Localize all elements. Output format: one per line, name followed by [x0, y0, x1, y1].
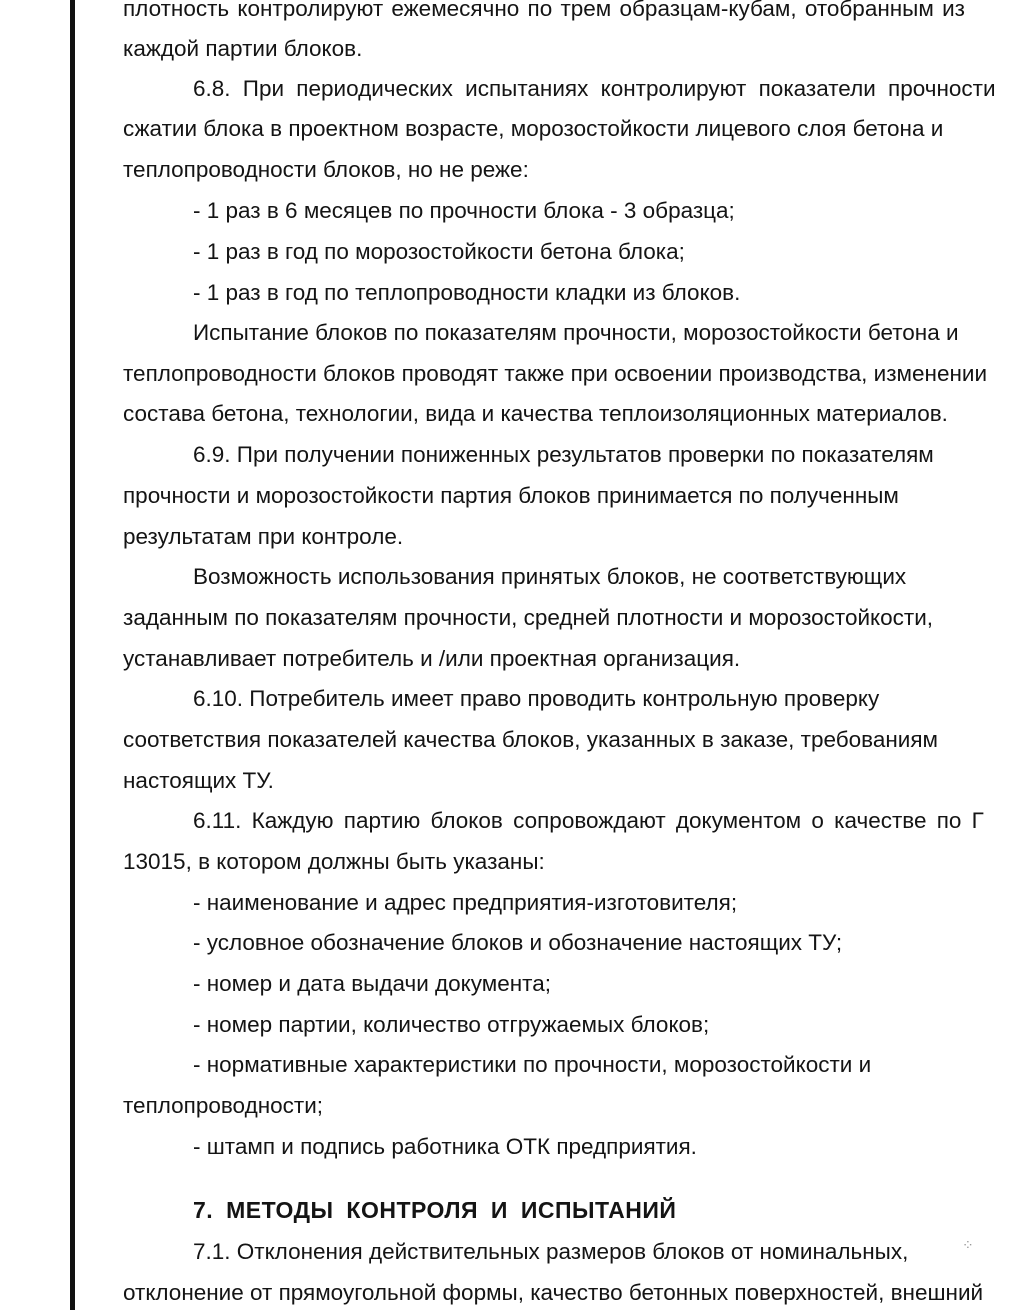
paragraph-6-11: 6.11. Каждую партию блоков сопровождают документом о качестве по Г: [193, 808, 984, 833]
text-line: отклонение от прямоугольной формы, качество бетонных поверхностей, внешний: [123, 1280, 984, 1305]
text-line: устанавливает потребитель и /или проектная организация.: [123, 646, 741, 671]
text-line: состава бетона, технологии, вида и качества теплоизоляционных материалов.: [123, 401, 948, 426]
scan-artifact-icon: ⁘: [962, 1237, 974, 1253]
list-item: - 1 раз в год по морозостойкости бетона блока;: [193, 239, 685, 264]
list-item: - наименование и адрес предприятия-изготовителя;: [193, 890, 738, 915]
text-line: Испытание блоков по показателям прочности, морозостойкости бетона и: [193, 320, 959, 345]
text-line: теплопроводности блоков проводят также при освоении производства, изменении: [123, 361, 988, 386]
text-line: заданным по показателям прочности, средней плотности и морозостойкости,: [123, 605, 934, 630]
left-margin-rule: [70, 0, 75, 1310]
text-line: 13015, в котором должны быть указаны:: [123, 849, 545, 874]
paragraph-6-9: 6.9. При получении пониженных результатов проверки по показателям: [193, 442, 934, 467]
paragraph-7-1: 7.1. Отклонения действительных размеров блоков от номинальных,: [193, 1239, 909, 1264]
text-line: Возможность использования принятых блоков, не соответствующих: [193, 564, 907, 589]
list-item: - 1 раз в 6 месяцев по прочности блока - 3 образца;: [193, 198, 735, 223]
text-line: результатам при контроле.: [123, 524, 404, 549]
text-line: сжатии блока в проектном возрасте, морозостойкости лицевого слоя бетона и: [123, 116, 944, 141]
list-item: - номер и дата выдачи документа;: [193, 971, 551, 996]
list-item: - нормативные характеристики по прочности, морозостойкости и: [193, 1052, 872, 1077]
text-line: теплопроводности;: [123, 1093, 324, 1118]
list-item: - номер партии, количество отгружаемых блоков;: [193, 1012, 710, 1037]
paragraph-6-10: 6.10. Потребитель имеет право проводить контрольную проверку: [193, 686, 880, 711]
text-line: настоящих ТУ.: [123, 768, 274, 793]
text-line: теплопроводности блоков, но не реже:: [123, 157, 529, 182]
list-item: - 1 раз в год по теплопроводности кладки из блоков.: [193, 280, 741, 305]
text-line: плотность контролируют ежемесячно по трем образцам-кубам, отобранным из: [123, 0, 965, 21]
text-line: прочности и морозостойкости партия блоков принимается по полученным: [123, 483, 899, 508]
list-item: - условное обозначение блоков и обозначение настоящих ТУ;: [193, 930, 843, 955]
text-line: соответствия показателей качества блоков, указанных в заказе, требованиям: [123, 727, 938, 752]
section-heading: 7. МЕТОДЫ КОНТРОЛЯ И ИСПЫТАНИЙ: [193, 1197, 677, 1223]
paragraph-6-8: 6.8. При периодических испытаниях контролируют показатели прочности: [193, 76, 996, 101]
list-item: - штамп и подпись работника ОТК предприятия.: [193, 1134, 697, 1159]
text-line: каждой партии блоков.: [123, 36, 363, 61]
